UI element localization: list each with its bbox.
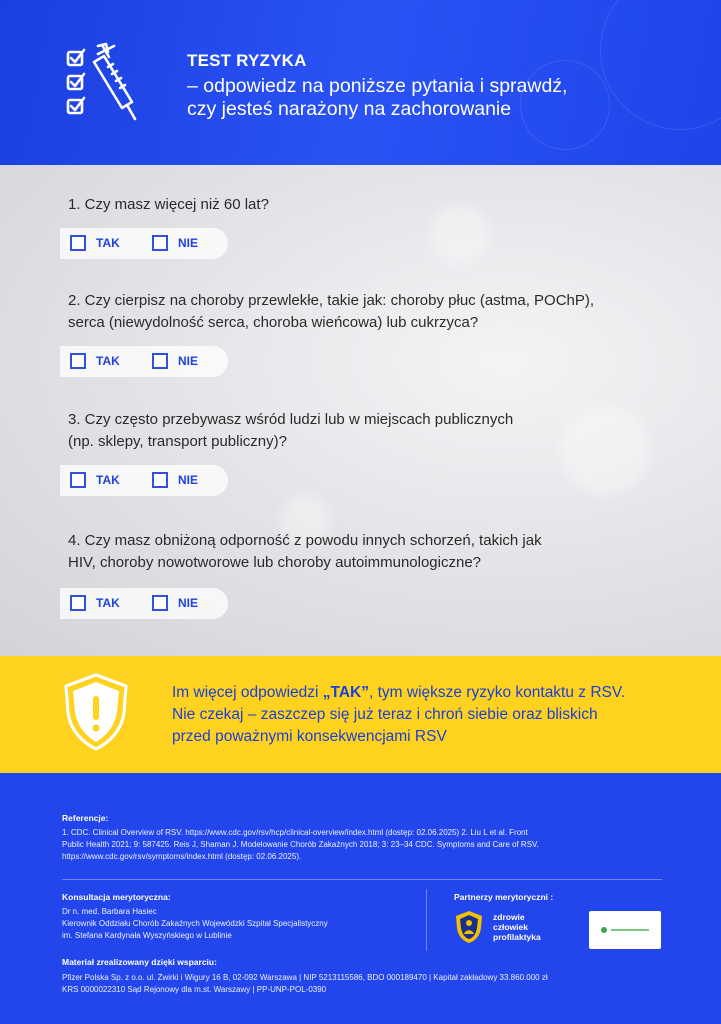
checkbox-icon[interactable] [152, 595, 168, 611]
warning-text-part: Im więcej odpowiedzi [172, 684, 323, 701]
warning-line [172, 682, 692, 704]
consult-text [62, 906, 412, 942]
support-label: Materiał zrealizowany dzięki wsparciu: [62, 957, 217, 967]
question-text: 1. Czy masz więcej niż 60 lat? [68, 196, 269, 213]
checkbox-icon[interactable] [152, 235, 168, 251]
option-yes[interactable] [70, 472, 120, 488]
partners-label: Partnerzy merytoryczni : [454, 892, 554, 902]
warning-emphasis: „TAK” [322, 684, 369, 701]
consult-line: Kierownik Oddziału Chorób Zakaźnych Wojewódzki Szpital Specjalistyczny [62, 919, 328, 928]
checkbox-icon[interactable] [152, 353, 168, 369]
option-no[interactable] [152, 595, 198, 611]
warning-text-part: , tym większe ryzyko kontaktu z RSV. [368, 684, 626, 701]
question-1 [68, 194, 668, 216]
partner-logo-2 [589, 911, 661, 949]
checkbox-icon[interactable] [70, 235, 86, 251]
partner-logo-mark-icon [611, 929, 649, 931]
option-yes[interactable] [70, 595, 120, 611]
references-text [62, 827, 672, 863]
page-title: TEST RYZYKA [187, 51, 307, 70]
warning-text [172, 682, 692, 748]
question-text: 4. Czy masz obniżoną odporność z powodu innych schorzeń, takich jak [68, 532, 542, 549]
checkbox-icon[interactable] [70, 353, 86, 369]
checkbox-icon[interactable] [70, 472, 86, 488]
footer-vertical-divider [426, 889, 427, 951]
option-no[interactable] [152, 353, 198, 369]
question-text: 3. Czy często przebywasz wśród ludzi lub w miejscach publicznych [68, 411, 514, 428]
question-3 [68, 409, 668, 453]
option-label: NIE [178, 596, 199, 610]
partner-logo-zcp [455, 910, 541, 944]
question-text: 2. Czy cierpisz na choroby przewlekłe, takie jak: choroby płuc (astma, POChP), [68, 292, 595, 309]
option-yes[interactable] [70, 235, 120, 251]
option-no[interactable] [152, 472, 198, 488]
consult-label: Konsultacja merytoryczna: [62, 892, 171, 902]
references-line: https://www.cdc.gov/rsv/symptoms/index.html (dostęp: 02.06.2025). [62, 852, 302, 861]
support-line: Pfizer Polska Sp. z o.o. ul. Żwirki i Wigury 16 B, 02-092 Warszawa | NIP 5213115586, BDO 000189470 | Kapitał zakładowy 33.860.000 zł [62, 973, 548, 982]
option-label: NIE [178, 473, 199, 487]
partner-name-line: człowiek [493, 922, 528, 932]
checkbox-icon[interactable] [152, 472, 168, 488]
warning-line: przed poważnymi konsekwencjami RSV [172, 728, 447, 745]
footer [0, 773, 721, 1024]
footer-divider [62, 879, 662, 880]
checklist-syringe-icon [62, 40, 150, 130]
checkbox-icon[interactable] [70, 595, 86, 611]
page-subtitle-line: – odpowiedz na poniższe pytania i sprawdź, [187, 75, 568, 97]
partner-name-line: zdrowie [493, 912, 525, 922]
question-2 [68, 290, 668, 334]
warning-line: Nie czekaj – zaszczep się już teraz i chroń siebie oraz bliskich [172, 706, 598, 723]
references-line: Public Health 2021; 9: 587425. Reis J, Shaman J. Modelowanie Chorób Zakaźnych 2018; 3: 23–34 CDC. Symptoms and Care of RSV. [62, 840, 539, 849]
consult-line: Dr n. med. Barbara Hasiec [62, 907, 157, 916]
option-no[interactable] [152, 235, 198, 251]
warning-banner [0, 656, 721, 773]
questions-section [0, 165, 721, 656]
references-line: 1. CDC. Clinical Overview of RSV. https://www.cdc.gov/rsv/hcp/clinical-overview/index.html (dostęp: 02.06.2025) 2. Liu L et al. Front [62, 828, 528, 837]
references-label: Referencje: [62, 813, 109, 823]
partner-name [493, 912, 541, 942]
question-text: serca (niewydolność serca, choroba wieńcowa) lub cukrzyca? [68, 314, 479, 331]
option-label: NIE [178, 236, 199, 250]
option-yes[interactable] [70, 353, 120, 369]
support-line: KRS 0000022310 Sąd Rejonowy dla m.st. Warszawy | PP-UNP-POL-0390 [62, 985, 327, 994]
consult-line: im. Stefana Kardynała Wyszyńskiego w Lublinie [62, 931, 232, 940]
question-text: HIV, choroby nowotworowe lub choroby autoimmunologiczne? [68, 554, 482, 571]
option-label: TAK [96, 596, 120, 610]
partner-name-line: profilaktyka [493, 932, 541, 942]
partner-logo-dot-icon [601, 927, 607, 933]
shield-exclamation-icon [62, 672, 130, 752]
partner-emblem-icon [455, 910, 483, 944]
page-subtitle-line: czy jesteś narażony na zachorowanie [187, 98, 512, 120]
question-text: (np. sklepy, transport publiczny)? [68, 433, 287, 450]
header-banner [0, 0, 721, 165]
option-label: TAK [96, 354, 120, 368]
page-subtitle [187, 75, 687, 121]
option-label: TAK [96, 473, 120, 487]
question-4 [68, 530, 668, 574]
option-label: TAK [96, 236, 120, 250]
support-text [62, 972, 692, 996]
option-label: NIE [178, 354, 199, 368]
